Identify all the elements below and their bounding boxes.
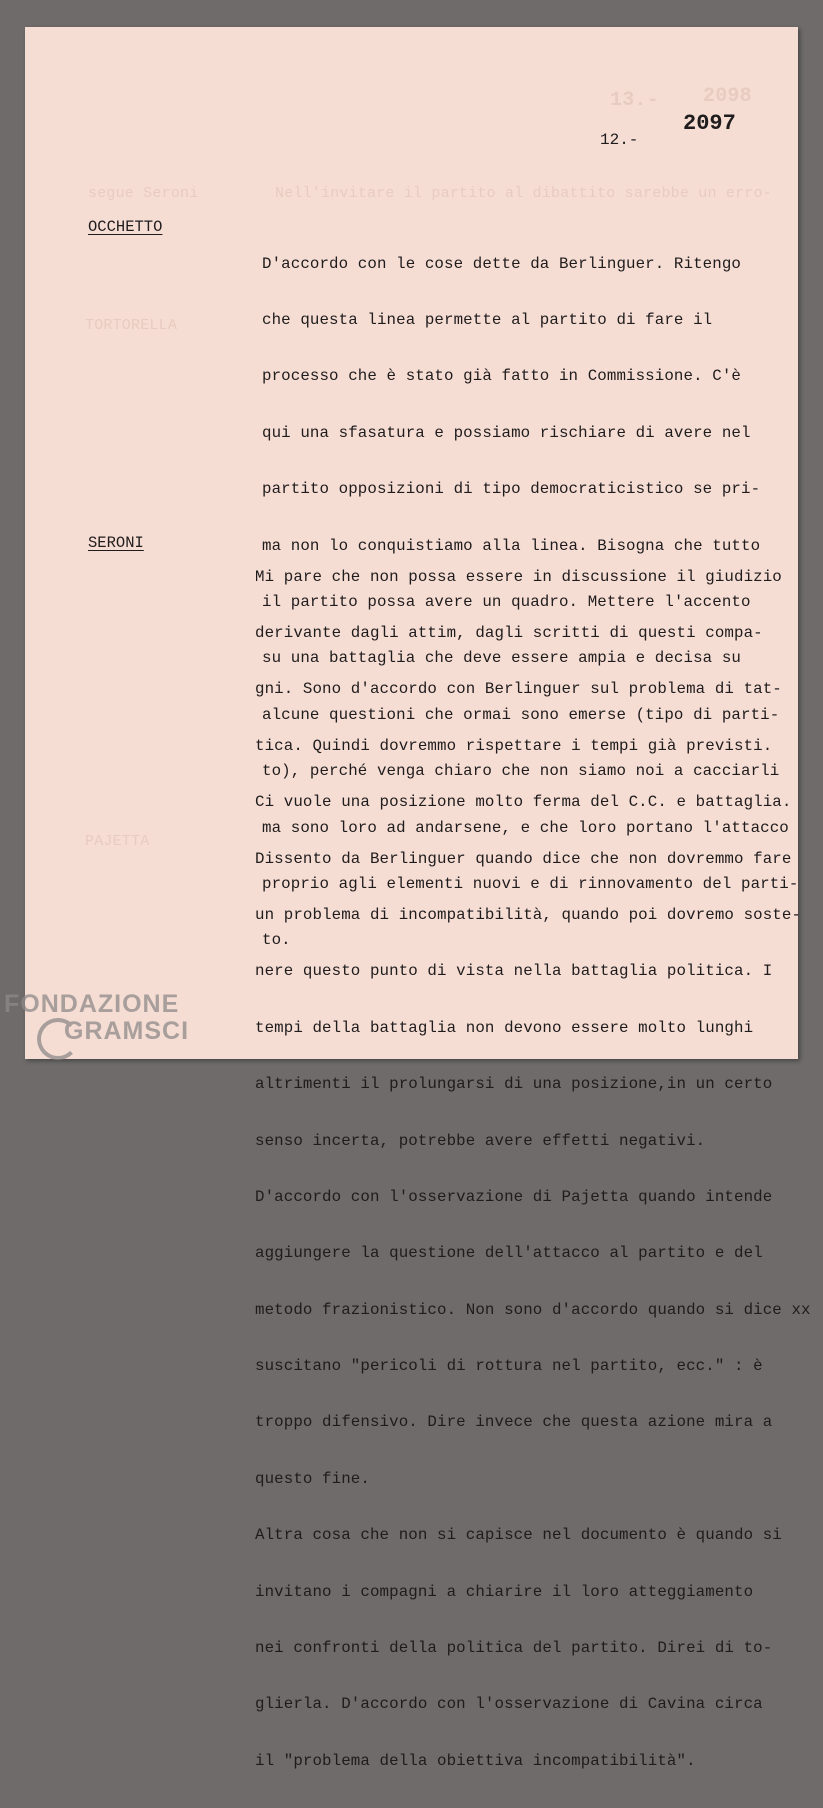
text-line: partito opposizioni di tipo democraticistico se pri- xyxy=(262,480,761,499)
text-line: il partito possa avere un quadro. Mettere l'accento xyxy=(262,592,751,611)
bleed-line-1: Nell'invitare il partito al dibattito sarebbe un erro- xyxy=(275,185,772,202)
text-line: Dissento da Berlinguer quando dice che non dovremmo fare xyxy=(255,849,792,868)
text-line: Ci vuole una posizione molto ferma del C.C. e battaglia. xyxy=(255,793,792,812)
text-line: troppo difensivo. Dire invece che questa azione mira a xyxy=(255,1413,773,1432)
bleed-document-number: 2098 xyxy=(703,85,752,108)
page-number: 12.- xyxy=(600,131,639,149)
document-number: 2097 xyxy=(683,111,736,136)
text-line: senso incerta, potrebbe avere effetti negativi. xyxy=(255,1131,706,1150)
bleed-speaker-3: PAJETTA xyxy=(85,833,150,850)
text-line: proprio agli elementi nuovi e di rinnovamento del parti- xyxy=(262,874,799,893)
text-line: suscitano "pericoli di rottura nel partito, ecc." : è xyxy=(255,1357,763,1376)
text-line: processo che è stato già fatto in Commissione. C'è xyxy=(262,367,741,386)
text-line: nei confronti della politica del partito. Direi di to- xyxy=(255,1639,773,1658)
text-line: metodo frazionistico. Non sono d'accordo quando si dice xx xyxy=(255,1300,811,1319)
bleed-page-number: 13.- xyxy=(610,89,659,112)
text-line: D'accordo con le cose dette da Berlinguer. Ritengo xyxy=(262,254,741,273)
speaker-occhetto: OCCHETTO xyxy=(88,218,163,236)
text-line: il "problema della obiettiva incompatibilità". xyxy=(255,1751,696,1770)
paragraph-seroni xyxy=(255,530,811,1808)
text-line: glierla. D'accordo con l'osservazione di Cavina circa xyxy=(255,1695,763,1714)
text-line: qui una sfasatura e possiamo rischiare di avere nel xyxy=(262,423,751,442)
text-line: alcune questioni che ormai sono emerse (tipo di parti- xyxy=(262,705,780,724)
text-line: derivante dagli attim, dagli scritti di questi compa- xyxy=(255,623,763,642)
text-line: Altra cosa che non si capisce nel documento è quando si xyxy=(255,1526,782,1545)
speaker-seroni: SERONI xyxy=(88,534,144,552)
watermark-g-icon xyxy=(37,1018,79,1060)
text-line: D'accordo con l'osservazione di Pajetta quando intende xyxy=(255,1187,773,1206)
text-line: to), perché venga chiaro che non siamo noi a cacciarli xyxy=(262,762,780,781)
watermark-line-2: GRAMSCI xyxy=(64,1017,190,1045)
text-line: tempi della battaglia non devono essere molto lunghi xyxy=(255,1018,754,1037)
text-line: un problema di incompatibilità, quando poi dovremo soste- xyxy=(255,905,802,924)
text-line: aggiungere la questione dell'attacco al partito e del xyxy=(255,1244,763,1263)
text-line: tica. Quindi dovremmo rispettare i tempi già previsti. xyxy=(255,736,773,755)
text-line: questo fine. xyxy=(255,1469,370,1488)
text-line: gni. Sono d'accordo con Berlinguer sul problema di tat- xyxy=(255,680,782,699)
text-line: che questa linea permette al partito di fare il xyxy=(262,310,713,329)
text-line: ma sono loro ad andarsene, e che loro portano l'attacco xyxy=(262,818,789,837)
watermark-line-1: FONDAZIONE xyxy=(4,990,180,1018)
text-line: Mi pare che non possa essere in discussione il giudizio xyxy=(255,567,782,586)
text-line: ma non lo conquistiamo alla linea. Bisogna che tutto xyxy=(262,536,761,555)
text-line: to. xyxy=(262,931,291,950)
text-line: nere questo punto di vista nella battaglia politica. I xyxy=(255,962,773,981)
bleed-speaker-1: segue Seroni xyxy=(88,185,199,202)
text-line: altrimenti il prolungarsi di una posizione,in un certo xyxy=(255,1075,773,1094)
fondazione-gramsci-watermark xyxy=(4,990,189,1046)
bleed-speaker-2: TORTORELLA xyxy=(85,317,178,334)
text-line: invitano i compagni a chiarire il loro atteggiamento xyxy=(255,1582,754,1601)
text-line: su una battaglia che deve essere ampia e decisa su xyxy=(262,649,741,668)
document-page xyxy=(25,27,811,1770)
